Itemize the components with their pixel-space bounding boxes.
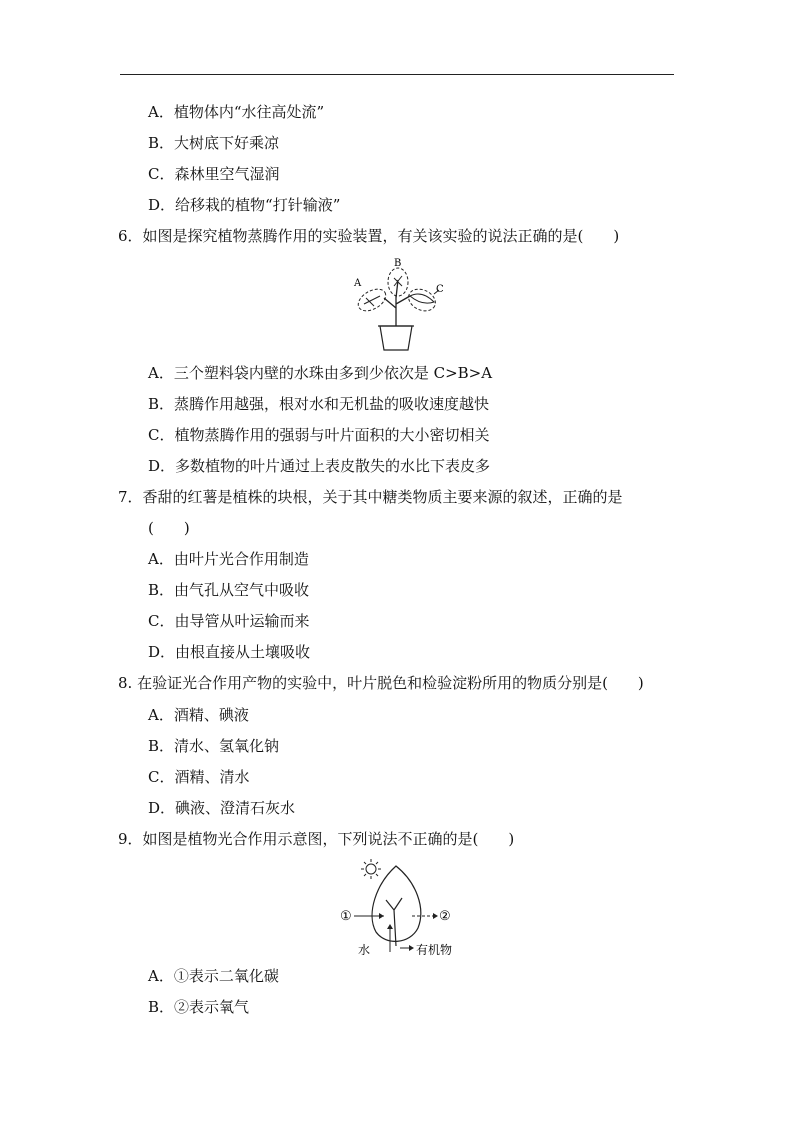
figure-label-c: C <box>436 284 444 295</box>
q8-stem: 8. 在验证光合作用产物的实验中，叶片脱色和检验淀粉所用的物质分别是( ) <box>118 674 644 692</box>
figure-label-a: A <box>354 278 362 289</box>
q7-option-c: C．由导管从叶运输而来 <box>148 612 310 630</box>
q9-option-b: B．②表示氧气 <box>148 998 250 1016</box>
flower-pot <box>380 326 412 350</box>
q6-option-a: A．三个塑料袋内壁的水珠由多到少依次是 C>B>A <box>148 364 493 382</box>
q6-option-c: C．植物蒸腾作用的强弱与叶片面积的大小密切相关 <box>148 426 490 444</box>
q8-option-c: C．酒精、清水 <box>148 768 250 786</box>
q9-option-a: A．①表示二氧化碳 <box>148 967 279 985</box>
transpiration-plant-figure <box>350 256 446 354</box>
figure-label-water: 水 <box>358 943 371 957</box>
q7-option-d: D．由根直接从土壤吸收 <box>148 643 311 661</box>
bag-c <box>405 285 439 315</box>
figure-label-b: B <box>394 258 402 269</box>
leaf-outline <box>372 866 421 941</box>
sun-icon <box>361 859 381 879</box>
q7-option-b: B．由气孔从空气中吸收 <box>148 581 310 599</box>
q5-option-c: C．森林里空气湿润 <box>148 165 280 183</box>
q7-stem-line2: ( ) <box>148 519 190 537</box>
q6-stem: 6．如图是探究植物蒸腾作用的实验装置，有关该实验的说法正确的是( ) <box>118 227 620 245</box>
q8-option-b: B．清水、氢氧化钠 <box>148 737 280 755</box>
figure-label-organic: 有机物 <box>416 943 453 957</box>
plant-stem <box>384 280 410 326</box>
q6-option-d: D．多数植物的叶片通过上表皮散失的水比下表皮多 <box>148 457 491 475</box>
figure-label-1: ① <box>340 909 352 924</box>
q5-option-b: B．大树底下好乘凉 <box>148 134 280 152</box>
q7-stem-line1: 7．香甜的红薯是植株的块根，关于其中糖类物质主要来源的叙述，正确的是 <box>118 488 623 506</box>
q5-option-d: D．给移栽的植物“打针输液” <box>148 196 341 214</box>
q9-stem: 9．如图是植物光合作用示意图，下列说法不正确的是( ) <box>118 830 515 848</box>
q5-option-a: A．植物体内“水往高处流” <box>148 103 325 121</box>
header-rule <box>120 74 674 75</box>
figure-label-2: ② <box>439 909 451 924</box>
q8-option-a: A．酒精、碘液 <box>148 706 249 724</box>
leaf-vein <box>386 898 402 946</box>
q8-option-d: D．碘液、澄清石灰水 <box>148 799 296 817</box>
q6-option-b: B．蒸腾作用越强，根对水和无机盐的吸收速度越快 <box>148 395 490 413</box>
photosynthesis-leaf-figure <box>338 856 458 958</box>
q7-option-a: A．由叶片光合作用制造 <box>148 550 309 568</box>
